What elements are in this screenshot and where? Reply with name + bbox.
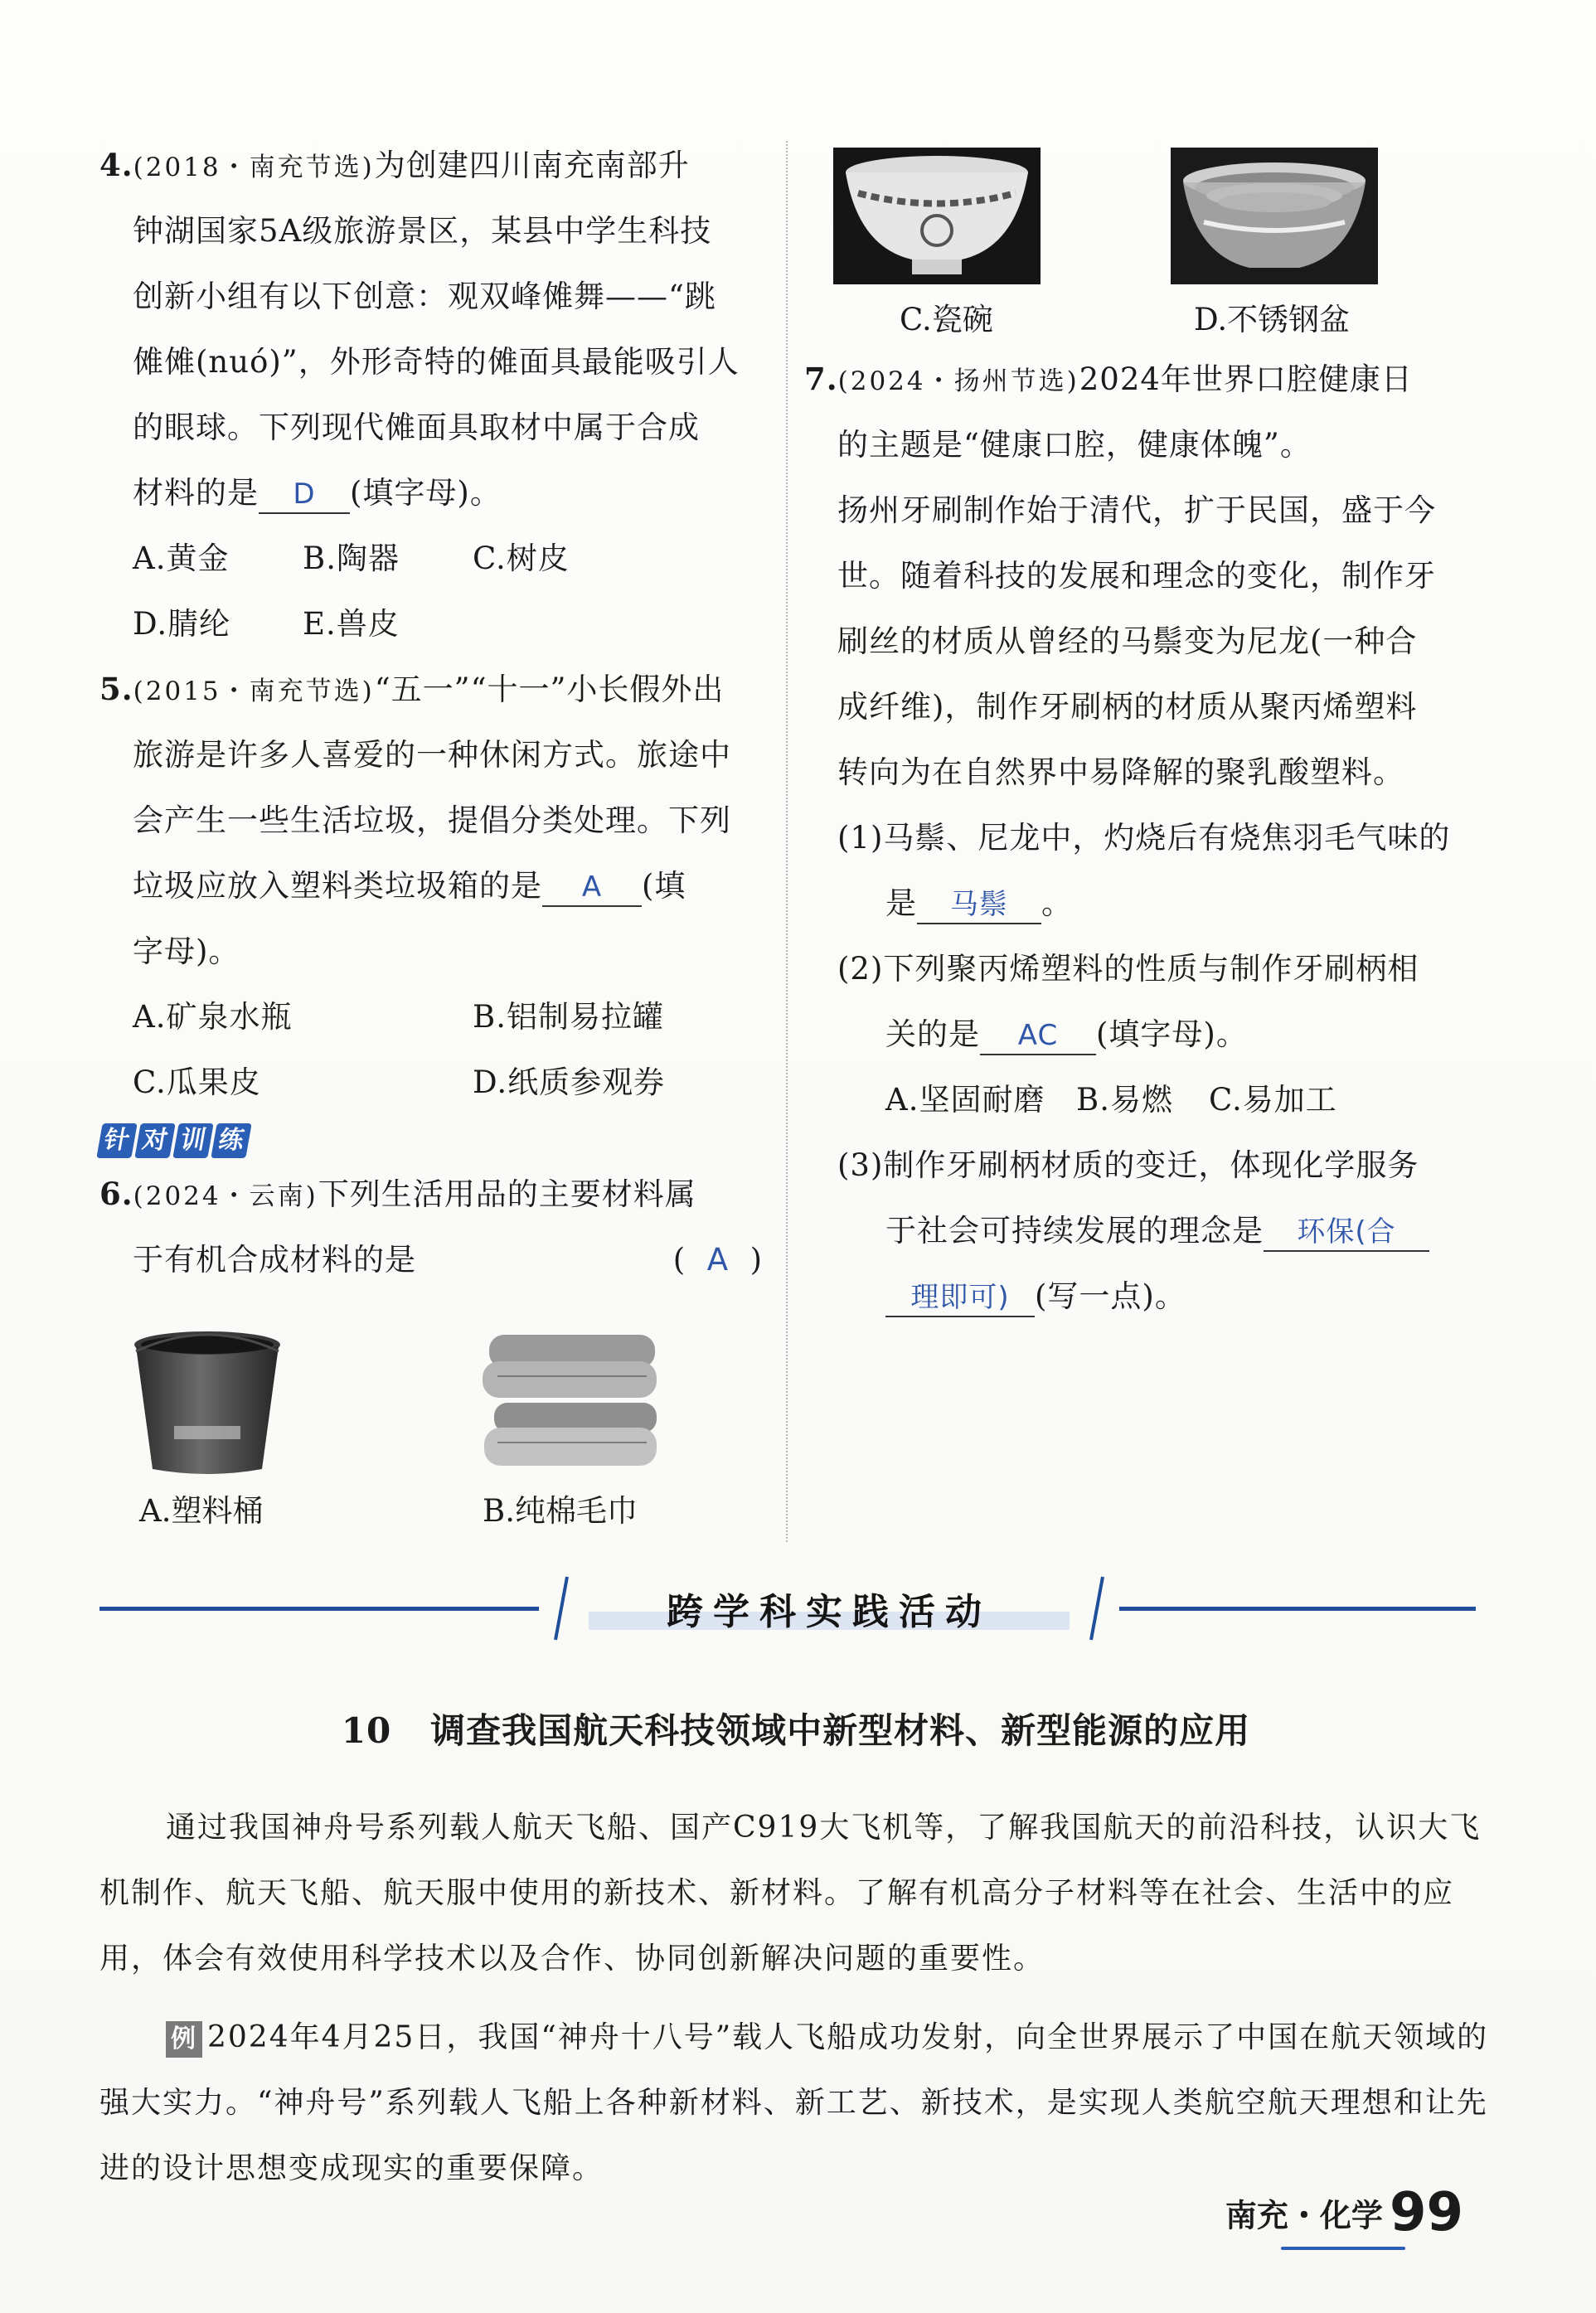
section-number: 10	[341, 1710, 392, 1751]
q7-line-2: 的主题是“健康口腔，健康体魄”。	[837, 427, 1312, 463]
column-divider	[786, 141, 788, 1542]
q6-paren-close: )	[749, 1242, 763, 1278]
q7-sub3-suffix: (写一点)。	[1035, 1278, 1186, 1314]
q4-line-4: 傩傩(nuó)”，外形奇特的傩面具最能吸引人	[133, 344, 740, 380]
q6-text-1: 下列生活用品的主要材料属	[318, 1176, 696, 1212]
q4-number: 4.	[99, 147, 133, 183]
q4-answer-blank[interactable]: D	[259, 476, 350, 514]
q4-line-5: 的眼球。下列现代傩面具取材中属于合成	[133, 410, 700, 445]
page-footer	[1225, 2182, 1463, 2243]
q4-line-6	[99, 460, 763, 526]
q4-option-b: B.陶器	[303, 541, 400, 576]
q4-blank-suffix: (填字母)。	[350, 475, 502, 511]
q7-sub1-suffix: 。	[1041, 885, 1073, 921]
q6-source: (2024・云南)	[133, 1181, 318, 1211]
section-title	[99, 1704, 1492, 1753]
q4-blank-prefix: 材料的是	[133, 475, 259, 511]
q7-sub2-line-2	[829, 1001, 1492, 1067]
q7-sub3-line-1: (3)制作牙刷柄材质的变迁，体现化学服务	[837, 1147, 1419, 1183]
q5-source: (2015・南充节选)	[133, 676, 375, 706]
q7-sub2-option-c: C.易加工	[1209, 1082, 1337, 1118]
q7-sub3-prefix: 于社会可持续发展的理念是	[885, 1213, 1264, 1249]
example-paragraph	[99, 2005, 1492, 2201]
q5-blank-suffix: (填	[642, 868, 686, 904]
q7-sub3-answer-blank-b[interactable]: 理即可)	[885, 1279, 1035, 1317]
banner-title: 跨学科实践活动	[667, 1591, 992, 1633]
q6-line-2	[99, 1227, 763, 1292]
section-title-text: 调查我国航天科技领域中新型材料、新型能源的应用	[430, 1710, 1251, 1751]
q7-line-1	[804, 347, 1492, 412]
porcelain-bowl-photo	[833, 148, 1041, 284]
q4-option-c: C.树皮	[473, 541, 570, 576]
q4-options-row-2	[99, 591, 763, 657]
q7-text-1: 2024年世界口腔健康日	[1079, 361, 1413, 397]
section-banner	[99, 1575, 1476, 1641]
q4-line-3: 创新小组有以下创意：观双峰傩舞——“跳	[133, 279, 716, 314]
footer-rule	[1281, 2247, 1405, 2250]
tag-char-4: 练	[211, 1123, 251, 1158]
q6-number: 6.	[99, 1176, 133, 1212]
intro-paragraph: 通过我国神舟号系列载人航天飞船、国产C919大飞机等，了解我国航天的前沿科技，认识大飞机制作、航天飞船、航天服中使用的新技术、新材料。了解有机高分子材料等在社会、生活中的应用，体会有效使用科学技术以及合作、协同创新解决问题的重要性。	[99, 1811, 1482, 1976]
q7-number: 7.	[804, 361, 838, 397]
q7-sub2-line-1: (2)下列聚丙烯塑料的性质与制作牙刷柄相	[837, 951, 1419, 987]
q7-line-5: 刷丝的材质从曾经的马鬃变为尼龙(一种合	[837, 623, 1418, 659]
q6-caption-a: A.塑料桶	[139, 1493, 264, 1529]
q5-text-1: “五一”“十一”小长假外出	[374, 672, 725, 707]
q6-answer[interactable]: A	[706, 1242, 730, 1278]
q7-line-7: 转向为在自然界中易降解的聚乳酸塑料。	[837, 754, 1404, 790]
left-column	[99, 133, 763, 1292]
q7-sub3-answer-blank-a[interactable]: 环保(合	[1264, 1214, 1429, 1252]
footer-label: 南充・化学	[1225, 2197, 1383, 2234]
q7-sub2-options	[829, 1067, 1492, 1132]
tag-char-2: 对	[134, 1123, 175, 1158]
q5-option-c: C.瓜果皮	[133, 1064, 261, 1100]
q4-line-2: 钟湖国家5A级旅游景区，某县中学生科技	[133, 213, 712, 249]
q7-sub1-line-2	[829, 870, 1492, 936]
q5-option-d: D.纸质参观券	[473, 1064, 666, 1100]
q5-options-row-2	[99, 1050, 763, 1115]
q7-line-4: 世。随着科技的发展和理念的变化，制作牙	[837, 558, 1436, 594]
q6-caption-d: D.不锈钢盆	[1194, 302, 1351, 337]
q4-option-a: A.黄金	[133, 541, 230, 576]
q7-sub2-option-b: B.易燃	[1076, 1082, 1173, 1118]
q7-line-6: 成纤维)，制作牙刷柄的材质从聚丙烯塑料	[837, 689, 1418, 725]
q5-options-row-1	[99, 984, 763, 1050]
q4-line-1	[99, 133, 763, 198]
q7-line-3: 扬州牙刷制作始于清代，扩于民国，盛于今	[837, 492, 1436, 528]
q6-answer-paren	[673, 1227, 763, 1292]
tag-char-1: 针	[96, 1123, 137, 1158]
q7-sub2-prefix: 关的是	[885, 1016, 980, 1052]
q5-answer-blank[interactable]: A	[542, 869, 642, 907]
q5-option-a: A.矿泉水瓶	[133, 999, 293, 1035]
q5-number: 5.	[99, 671, 133, 707]
q7-sub3-line-2	[829, 1198, 1492, 1263]
q7-sub1-answer-blank[interactable]: 马鬃	[917, 886, 1041, 924]
q5-line-1	[99, 657, 763, 722]
q4-source: (2018・南充节选)	[133, 153, 375, 182]
bucket-photo	[124, 1326, 290, 1480]
q7-sub3-line-3	[829, 1263, 1492, 1329]
page-number: 99	[1389, 2182, 1463, 2243]
q7-sub2-suffix: (填字母)。	[1096, 1016, 1248, 1052]
q5-line-2: 旅游是许多人喜爱的一种休闲方式。旅途中	[133, 737, 731, 773]
right-column	[804, 347, 1492, 1329]
q5-line-5: 字母)。	[133, 933, 240, 969]
q7-sub2-option-a: A.坚固耐磨	[885, 1082, 1045, 1118]
q6-paren-open: (	[672, 1242, 686, 1278]
towel-photo	[473, 1326, 663, 1476]
example-badge: 例	[166, 2021, 202, 2058]
q6-caption-b: B.纯棉毛巾	[483, 1493, 638, 1529]
q4-text-1: 为创建四川南充南部升	[374, 148, 690, 183]
banner-box	[539, 1575, 1119, 1641]
q7-source: (2024・扬州节选)	[837, 366, 1079, 396]
q4-option-d: D.腈纶	[133, 606, 231, 642]
tag-char-3: 训	[172, 1123, 213, 1158]
q4-option-e: E.兽皮	[303, 606, 400, 642]
targeted-training-tag	[99, 1123, 249, 1158]
banner-rule-left	[99, 1607, 539, 1611]
q7-sub1-prefix: 是	[885, 885, 917, 921]
example-text: 2024年4月25日，我国“神舟十八号”载人飞船成功发射，向全世界展示了中国在航天领域的强大实力。“神舟号”系列载人飞船上各种新材料、新工艺、新技术，是实现人类航空航天理想和让先进的设计思想变成现实的重要保障。	[99, 2020, 1489, 2185]
q6-text-2: 于有机合成材料的是	[133, 1242, 416, 1278]
q5-blank-prefix: 垃圾应放入塑料类垃圾箱的是	[133, 868, 542, 904]
q4-options-row-1	[99, 526, 763, 591]
q5-line-4	[99, 853, 763, 919]
q6-caption-c: C.瓷碗	[900, 302, 993, 337]
steel-basin-photo	[1171, 148, 1378, 284]
q6-line-1	[99, 1161, 763, 1227]
q5-option-b: B.铝制易拉罐	[473, 999, 664, 1035]
banner-rule-right	[1119, 1607, 1476, 1611]
q7-sub2-answer-blank[interactable]: AC	[980, 1017, 1096, 1055]
q5-line-3: 会产生一些生活垃圾，提倡分类处理。下列	[133, 803, 731, 838]
q7-sub1-line-1: (1)马鬃、尼龙中，灼烧后有烧焦羽毛气味的	[837, 820, 1451, 856]
